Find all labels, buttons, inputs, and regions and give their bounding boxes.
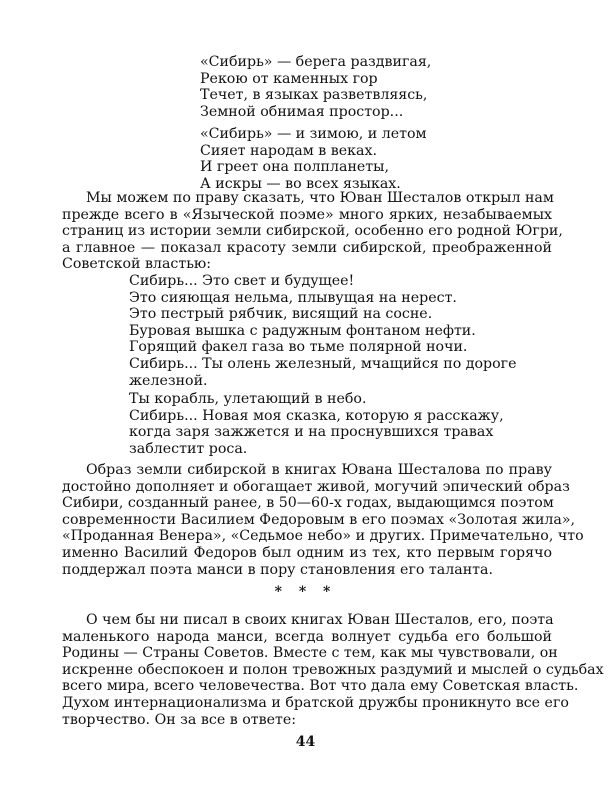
verse-line: Сибирь... Новая моя сказка, которую я расскажу, [129,407,504,424]
verse-line: Сибирь... Это свет и будущее! [129,273,355,289]
page-number: 44 [295,734,316,750]
verse-stanza-2 [200,126,427,192]
paragraph-line: страниц из истории земли сибирской, особенно его родной Югри, [62,223,563,240]
paragraph-2 [62,462,584,578]
paragraph-line: Сибири, созданный ранее, в 50—60-х годах, выдающимся поэтом [62,495,554,512]
verse-line: Рекою от каменных гор [200,70,378,87]
verse-line: Буровая вышка с радужным фонтаном нефти. [129,322,476,339]
verse-stanza-1 [200,54,431,120]
verse-line: А искры — во всех языках. [200,175,401,192]
verse-line: Сияет народам в веках. [200,142,378,159]
paragraph-line: Родины — Страны Советов. Вместе с тем, как мы чувствовали, он [62,645,558,662]
verse-line: заблестит роса. [129,440,248,457]
verse-stanza-4 [129,391,504,457]
paragraph-line: Духом интернационализма и братской дружбы проникнуто все его [62,694,569,711]
paragraph-line: а главное — показал красоту земли сибирской, преображенной [62,239,552,256]
verse-line: когда заря зажжется и на проснувшихся травах [129,424,494,441]
paragraph-line: именно Василий Федоров был одним из тех, кто первым горячо [62,544,552,561]
section-separator [0,584,611,601]
paragraph-3 [62,612,604,728]
paragraph-line: Образ земли сибирской в книгах Ювана Шесталова по праву [86,462,552,478]
verse-line: железной. [129,372,208,389]
verse-line: Сибирь... Ты олень железный, мчащийся по дороге [129,355,517,372]
verse-line: Горящий факел газа во тьме полярной ночи. [129,339,468,356]
verse-line: «Сибирь» — берега раздвигая, [200,54,432,70]
paragraph-line: достойно дополняет и обогащает живой, могучий эпический образ [62,478,570,495]
verse-line: «Сибирь» — и зимою, и летом [200,126,427,142]
verse-line: Земной обнимая простор... [200,103,404,120]
paragraph-line: маленького народа манси, всегда волнует судьба его большой [62,628,552,645]
paragraph-line: всего мира, всего человечества. Вот что дала ему Советская власть. [62,678,579,695]
paragraph-line: Мы можем по праву сказать, что Юван Шесталов открыл нам [86,190,554,206]
paragraph-1 [62,190,563,273]
verse-line: Это сияющая нельма, плывущая на нерест. [129,289,457,306]
verse-line: И греет она полпланеты, [200,159,389,176]
verse-line: Течет, в языках разветвляясь, [200,87,428,104]
paragraph-line: творчество. Он за все в ответе: [62,711,297,728]
paragraph-line: искренне обеспокоен и полон тревожных раздумий и мыслей о судьбах [62,661,604,678]
paragraph-line: поддержал поэта манси в пору становления его таланта. [62,561,493,578]
verse-line: Ты корабль, улетающий в небо. [129,391,367,407]
verse-stanza-3 [129,273,517,389]
paragraph-line: Советской властью: [62,256,212,273]
paragraph-line: О чем бы ни писал в своих книгах Юван Шесталов, его, поэта [86,612,554,628]
paragraph-line: современности Василием Федоровым в его поэмах «Золотая жила», [62,511,576,528]
verse-line: Это пестрый рябчик, висящий на сосне. [129,306,433,323]
paragraph-line: «Проданная Венера», «Седьмое небо» и других. Примечательно, что [62,528,584,545]
paragraph-line: прежде всего в «Языческой поэме» много ярких, незабываемых [62,206,552,223]
separator-asterisks: * * * [274,584,337,600]
